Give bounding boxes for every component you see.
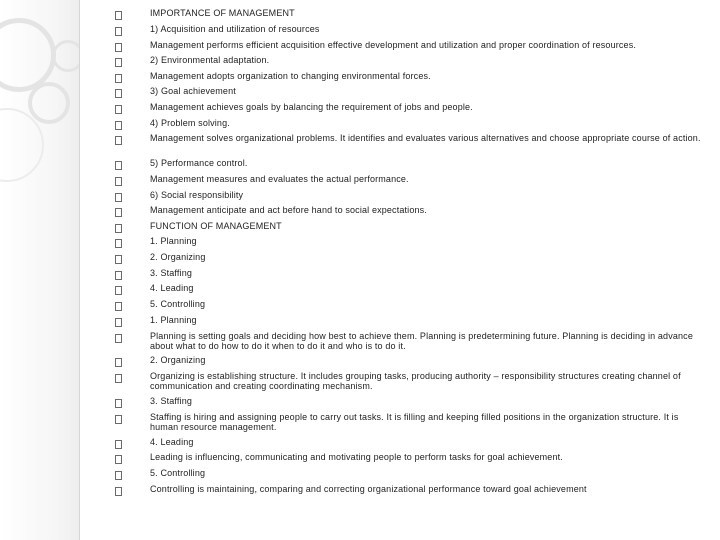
list-item	[115, 300, 705, 311]
decorative-ring	[28, 82, 70, 124]
item-text: Management anticipate and act before hand to social expectations.	[150, 205, 427, 215]
list-item	[115, 284, 705, 295]
item-text: Planning is setting goals and deciding how best to achieve them. Planning is predetermining future. Planning is deciding in advance about what to do how to do it when to do it and who is to do it.	[150, 331, 693, 351]
decorative-side-panel	[0, 0, 80, 540]
list-item	[115, 56, 705, 67]
item-text: Staffing is hiring and assigning people to carry out tasks. It is filling and keeping filled positions in the organization structure. It is human resource management.	[150, 412, 679, 432]
item-text: Leading is influencing, communicating and motivating people to perform tasks for goal achievement.	[150, 452, 563, 462]
list-item	[115, 438, 705, 449]
bullet-box-icon	[115, 74, 122, 83]
decorative-ring	[0, 18, 56, 92]
list-item	[115, 134, 705, 145]
list-item	[115, 253, 705, 264]
bullet-box-icon	[115, 105, 122, 114]
item-text: 2. Organizing	[150, 252, 206, 262]
bullet-box-icon	[115, 487, 122, 496]
list-item	[115, 87, 705, 98]
list-item	[115, 469, 705, 480]
item-text: Management solves organizational problems. It identifies and evaluates various alternatives and choose appropriate course of action.	[150, 133, 701, 143]
list-item	[115, 222, 705, 233]
list-item	[115, 119, 705, 130]
item-text: FUNCTION OF MANAGEMENT	[150, 221, 282, 231]
item-text: Management achieves goals by balancing the requirement of jobs and people.	[150, 102, 473, 112]
bullet-box-icon	[115, 334, 122, 343]
item-text: 1) Acquisition and utilization of resources	[150, 24, 320, 34]
bullet-box-icon	[115, 89, 122, 98]
item-text: 2. Organizing	[150, 355, 206, 365]
list-item	[115, 356, 705, 367]
list-item	[115, 372, 705, 391]
list-item	[115, 237, 705, 248]
list-item	[115, 191, 705, 202]
bullet-box-icon	[115, 286, 122, 295]
item-text: 4. Leading	[150, 283, 194, 293]
item-text: Management measures and evaluates the actual performance.	[150, 174, 409, 184]
list-item	[115, 413, 705, 432]
item-text: IMPORTANCE OF MANAGEMENT	[150, 8, 295, 18]
bullet-box-icon	[115, 358, 122, 367]
bullet-box-icon	[115, 193, 122, 202]
item-text: 6) Social responsibility	[150, 190, 244, 200]
list-item	[115, 397, 705, 408]
item-text: 5) Performance control.	[150, 158, 248, 168]
item-text: 3. Staffing	[150, 268, 193, 278]
bullet-box-icon	[115, 27, 122, 36]
item-text: Management adopts organization to changing environmental forces.	[150, 71, 431, 81]
decorative-ring	[52, 40, 80, 72]
item-text: Management performs efficient acquisition effective development and utilization and proper coordination of resources.	[150, 40, 636, 50]
item-text: 4) Problem solving.	[150, 118, 230, 128]
bullet-box-icon	[115, 302, 122, 311]
item-text: 2) Environmental adaptation.	[150, 55, 270, 65]
bullet-box-icon	[115, 121, 122, 130]
bullet-box-icon	[115, 136, 122, 145]
bullet-box-icon	[115, 239, 122, 248]
list-item	[115, 332, 705, 351]
bullet-box-icon	[115, 271, 122, 280]
list-item	[115, 41, 705, 52]
bullet-box-icon	[115, 208, 122, 217]
bullet-box-icon	[115, 177, 122, 186]
item-text: 3) Goal achievement	[150, 86, 236, 96]
bullet-box-icon	[115, 161, 122, 170]
bullet-box-icon	[115, 471, 122, 480]
list-item	[115, 72, 705, 83]
item-text: 4. Leading	[150, 437, 194, 447]
item-text: Organizing is establishing structure. It includes grouping tasks, producing authority – responsibility structures creating channel of communication and creating coordinating mechanism.	[150, 371, 681, 391]
bullet-box-icon	[115, 440, 122, 449]
item-text: 3. Staffing	[150, 396, 193, 406]
bullet-box-icon	[115, 11, 122, 20]
list-item	[115, 206, 705, 217]
bullet-box-icon	[115, 318, 122, 327]
list-item	[115, 316, 705, 327]
item-text: 1. Planning	[150, 315, 197, 325]
list-item	[115, 25, 705, 36]
list-item	[115, 175, 705, 186]
bullet-box-icon	[115, 255, 122, 264]
list-item	[115, 103, 705, 114]
bullet-box-icon	[115, 374, 122, 383]
item-text: 5. Controlling	[150, 299, 206, 309]
list-item	[115, 453, 705, 464]
bullet-box-icon	[115, 43, 122, 52]
bullet-box-icon	[115, 399, 122, 408]
item-text: Controlling is maintaining, comparing and correcting organizational performance toward goal achievement	[150, 484, 587, 494]
list-item	[115, 159, 705, 170]
bullet-box-icon	[115, 415, 122, 424]
list-item	[115, 9, 705, 20]
bullet-box-icon	[115, 58, 122, 67]
item-text: 5. Controlling	[150, 468, 206, 478]
item-text: 1. Planning	[150, 236, 197, 246]
bullet-box-icon	[115, 455, 122, 464]
list-item	[115, 269, 705, 280]
list-item	[115, 485, 705, 496]
bullet-box-icon	[115, 224, 122, 233]
